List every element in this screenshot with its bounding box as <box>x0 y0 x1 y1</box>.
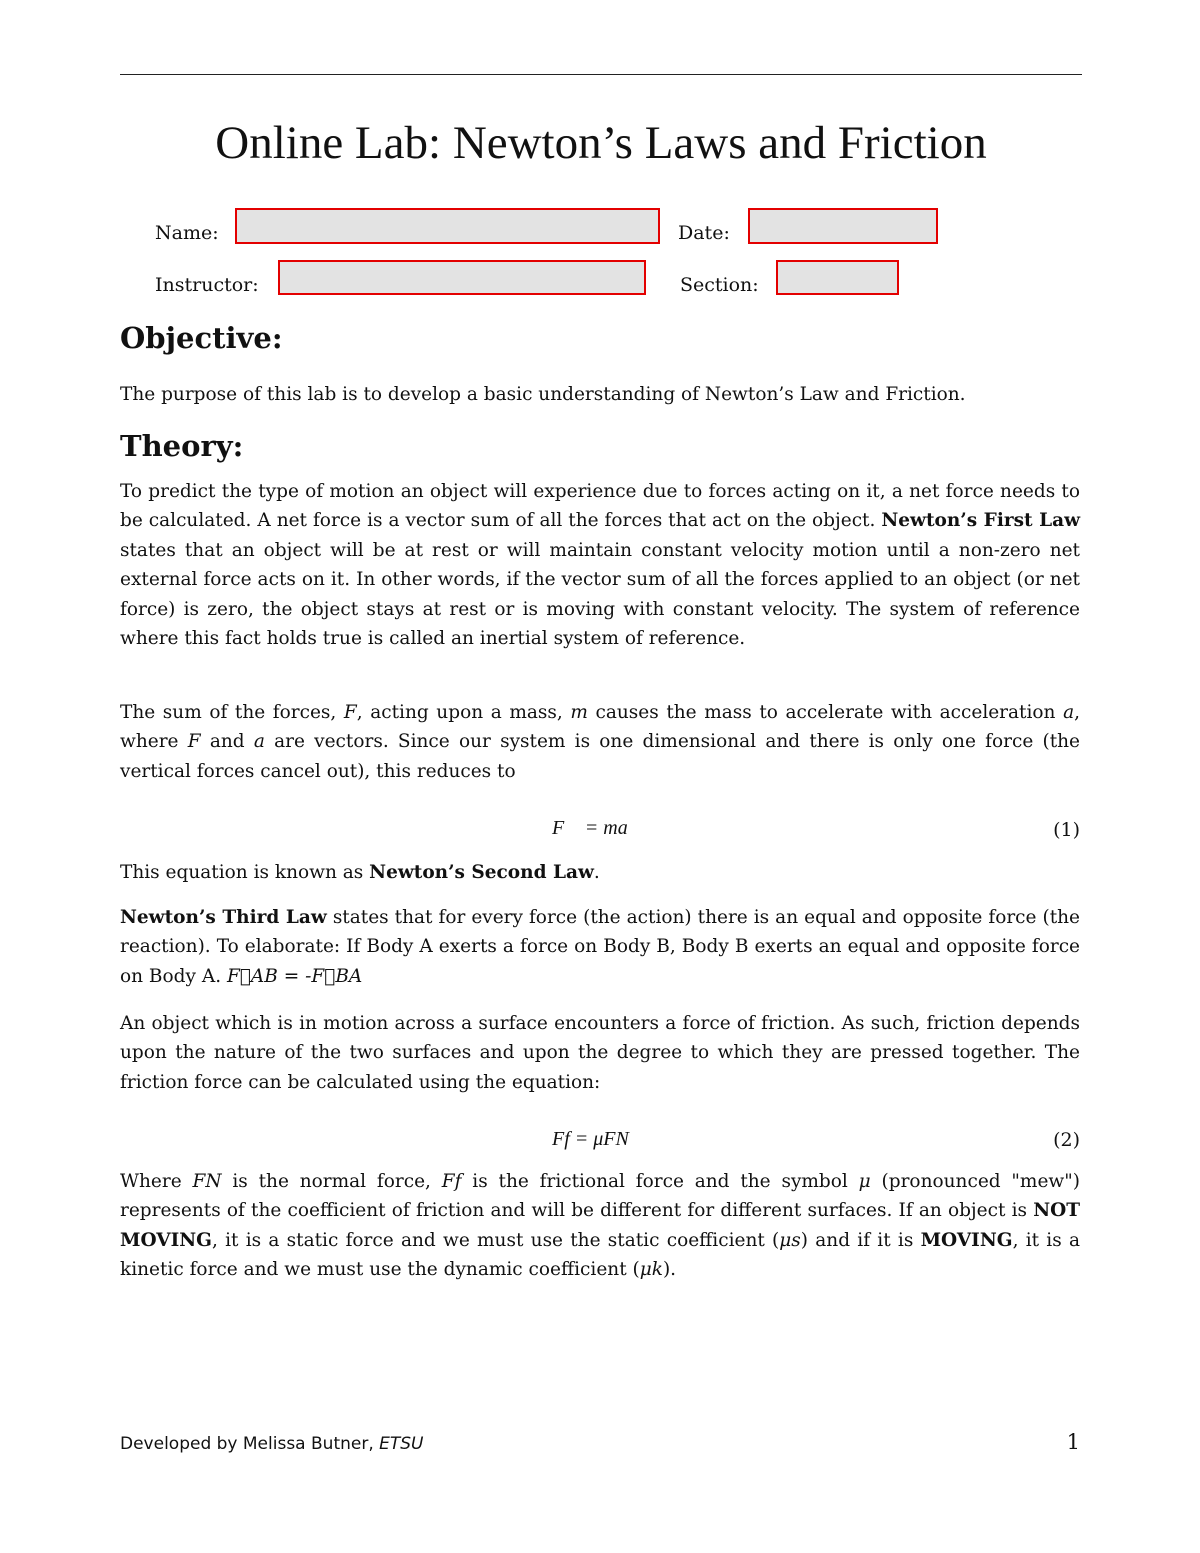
p6-text-h: ). <box>662 1259 677 1281</box>
footer-institution: ETSU <box>379 1434 424 1454</box>
section-field[interactable] <box>776 260 899 295</box>
p1-end: states that an object will be at rest or will maintain constant velocity motion until a non-zero net external force acts on it. In other words, if the vector sum of all the forces applied to an object (or net force) is zero, the object stays at rest or is moving with constant velocity. The system of reference where this fact holds true is called an inertial system of reference. <box>120 539 1080 650</box>
p2-text-a: The sum of the forces, <box>120 702 337 723</box>
footer-credit <box>120 1434 424 1454</box>
objective-text: The purpose of this lab is to develop a basic understanding of Newton’s Law and Friction. <box>120 384 966 405</box>
instructor-field[interactable] <box>278 260 646 295</box>
theory-paragraph-3 <box>120 858 1080 887</box>
footer-credit-text: Developed by Melissa Butner, <box>120 1434 374 1454</box>
equation-1-number: (1) <box>1053 819 1080 841</box>
instructor-label: Instructor: <box>155 274 259 296</box>
equation-2: Ff = μFN <box>552 1128 629 1150</box>
normal-force-symbol: FN <box>192 1171 222 1192</box>
mu-static-symbol: μs <box>779 1229 801 1251</box>
p6-text-e: , it is a static force and we must use the static coefficient ( <box>212 1229 780 1251</box>
date-label: Date: <box>678 222 730 244</box>
acceleration-symbol: a <box>1063 702 1075 723</box>
p3-end: . <box>593 862 600 883</box>
name-label: Name: <box>155 222 219 244</box>
third-law-term: Newton’s Third Law <box>120 907 327 928</box>
p6-text-f: ) and if it is <box>800 1229 914 1251</box>
friction-force-symbol: Ff <box>441 1171 462 1192</box>
theory-paragraph-6 <box>120 1167 1080 1285</box>
p6-text-a: Where <box>120 1171 182 1192</box>
name-field[interactable] <box>235 208 660 244</box>
acceleration-symbol-2: a <box>253 731 265 753</box>
p3-start: This equation is known as <box>120 862 364 883</box>
p1-start: To predict the type of motion an object will experience due to forces acting on it, a net force needs to be calculated. A net force is a vector sum of all the forces that act on the object. <box>120 481 1080 532</box>
moving-term: MOVING <box>920 1229 1013 1251</box>
theory-paragraph-5: An object which is in motion across a surface encounters a force of friction. As such, friction depends upon the nature of the two surfaces and upon the degree to which they are pressed together. The friction force can be calculated using the equation: <box>120 1013 1080 1093</box>
p2-text-e: and <box>209 731 245 753</box>
equation-2-number: (2) <box>1053 1129 1080 1151</box>
p2-text-d: , where <box>120 702 1080 753</box>
equation-1: F⃗ = ma⃗ <box>552 817 644 839</box>
not-moving-term: NOT MOVING <box>120 1200 1080 1251</box>
first-law-term: Newton’s First Law <box>881 510 1081 532</box>
theory-paragraph-2 <box>120 698 1080 786</box>
p2-text-f: are vectors. Since our system is one dimensional and there is only one force (the vertical forces cancel out), this reduces to <box>120 731 1081 782</box>
mu-symbol: μ <box>858 1171 871 1192</box>
third-law-equation: F⃗AB = -F⃗BA <box>226 965 363 987</box>
second-law-term: Newton’s Second Law <box>369 862 594 883</box>
theory-heading: Theory: <box>120 429 244 463</box>
theory-paragraph-4 <box>120 903 1080 991</box>
mu-kinetic-symbol: μk <box>639 1259 663 1281</box>
page-title: Online Lab: Newton’s Laws and Friction <box>215 117 987 169</box>
mass-symbol: m <box>570 702 588 723</box>
p6-text-b: is the normal force, <box>232 1171 431 1192</box>
p6-text-g: , it is a kinetic force and we must use the dynamic coefficient ( <box>120 1229 1080 1281</box>
page-number: 1 <box>1066 1430 1080 1454</box>
p2-text-c: causes the mass to accelerate with acceleration <box>595 702 1056 723</box>
section-label: Section: <box>680 274 759 296</box>
objective-heading: Objective: <box>120 321 283 355</box>
p6-text-d: (pronounced "mew") represents of the coefficient of friction and will be different for different surfaces. If an object is <box>120 1171 1080 1222</box>
theory-paragraph-1 <box>120 477 1080 653</box>
p4-text: states that for every force (the action) there is an equal and opposite force (the reaction). To elaborate: If Body A exerts a force on Body B, Body B exerts an equal and opposite force on Body A. <box>120 907 1081 987</box>
date-field[interactable] <box>748 208 938 244</box>
header-rule <box>120 74 1082 75</box>
p2-text-b: , acting upon a mass, <box>356 702 563 723</box>
force-symbol-2: F <box>187 731 201 753</box>
p6-text-c: is the frictional force and the symbol <box>472 1171 848 1192</box>
force-symbol: F <box>343 702 357 723</box>
